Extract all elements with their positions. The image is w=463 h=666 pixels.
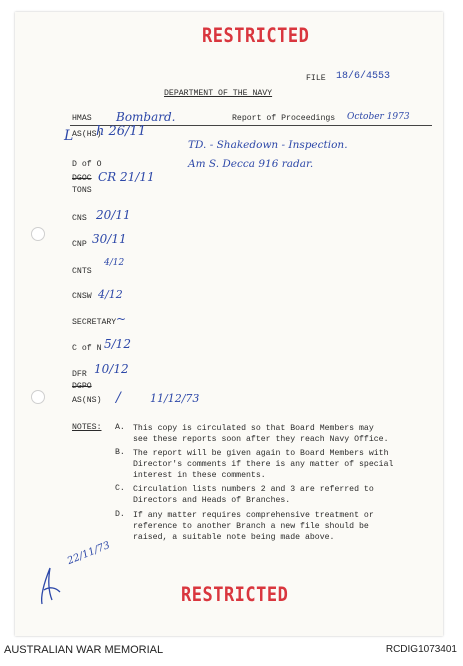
- note-text-c: Circulation lists numbers 2 and 3 are referred to Directors and Heads of Branches.: [133, 485, 374, 505]
- note-letter-c: C.: [115, 484, 125, 493]
- ship-name: Bombard.: [116, 110, 176, 124]
- notes-label: NOTES:: [72, 423, 102, 432]
- department-heading: DEPARTMENT OF THE NAVY: [164, 89, 273, 98]
- file-number: 18/6/4553: [336, 71, 391, 82]
- note-text-b: The report will be given again to Board Members with Director's comments if there is any matter of special interest in these comments.: [133, 449, 394, 480]
- dist-label-tons: TONS: [72, 186, 92, 195]
- note-letter-d: D.: [115, 510, 125, 519]
- bottom-signature-date: 22/11/73: [65, 539, 112, 567]
- note-letter-b: B.: [115, 448, 125, 457]
- dist-label-c-of-n: C of N: [72, 344, 102, 353]
- dist-initial-asns: 11/12/73: [150, 392, 200, 405]
- dist-label-ashs: AS(HS): [72, 130, 102, 139]
- dist-label-cnts: CNTS: [72, 267, 92, 276]
- note-text-d: If any matter requires comprehensive treatment or reference to another Branch a new file should be raised, a suitable note being made above.: [133, 511, 374, 542]
- dist-initial-secretary: ~: [116, 312, 127, 326]
- dist-label-dgpo: DGPO: [72, 382, 92, 391]
- dist-initial-cns: 20/11: [96, 208, 131, 222]
- ship-label: HMAS: [72, 114, 92, 123]
- dist-mark-asns: /: [116, 390, 121, 406]
- punch-hole-top: [31, 227, 45, 241]
- dist-initial-tons: CR 21/11: [98, 170, 155, 184]
- dist-initial-dfr: 10/12: [94, 362, 129, 376]
- dist-label-cnp: CNP: [72, 240, 87, 249]
- restricted-stamp-top: RESTRICTED: [202, 24, 310, 48]
- dist-label-dfr: DFR: [72, 370, 87, 379]
- dist-initial-cnp: 30/11: [92, 232, 127, 246]
- dist-label-secretary: SECRETARY: [72, 318, 117, 327]
- dist-label-cnsw: CNSW: [72, 292, 92, 301]
- file-label: FILE: [306, 74, 326, 83]
- dist-label-asns: AS(NS): [72, 396, 102, 405]
- signature-scribble: [36, 560, 76, 608]
- footer-record-id: RCDIG1073401: [385, 644, 457, 655]
- dist-label-dgoc: DGOC: [72, 174, 92, 183]
- dist-label-d-of-o: D of O: [72, 160, 102, 169]
- margin-note-line-2: Am S. Decca 916 radar.: [188, 158, 314, 170]
- dist-initial-cnsw: 4/12: [98, 288, 123, 301]
- dist-initial-ashs: h 26/11: [96, 124, 146, 139]
- report-title: Report of Proceedings: [232, 114, 336, 123]
- report-period: October 1973: [347, 112, 410, 122]
- dist-mark-ashs: L: [64, 128, 74, 144]
- footer-archive-name: AUSTRALIAN WAR MEMORIAL: [4, 644, 164, 656]
- dist-initial-cnts: 4/12: [104, 258, 125, 268]
- dist-initial-c-of-n: 5/12: [104, 337, 131, 351]
- punch-hole-bottom: [31, 390, 45, 404]
- restricted-stamp-bottom: RESTRICTED: [181, 583, 289, 607]
- dist-label-cns: CNS: [72, 214, 87, 223]
- note-letter-a: A.: [115, 423, 125, 432]
- margin-note-line-1: TD. - Shakedown - Inspection.: [188, 139, 348, 151]
- note-text-a: This copy is circulated so that Board Members may see these reports soon after they reach Navy Office.: [133, 424, 389, 444]
